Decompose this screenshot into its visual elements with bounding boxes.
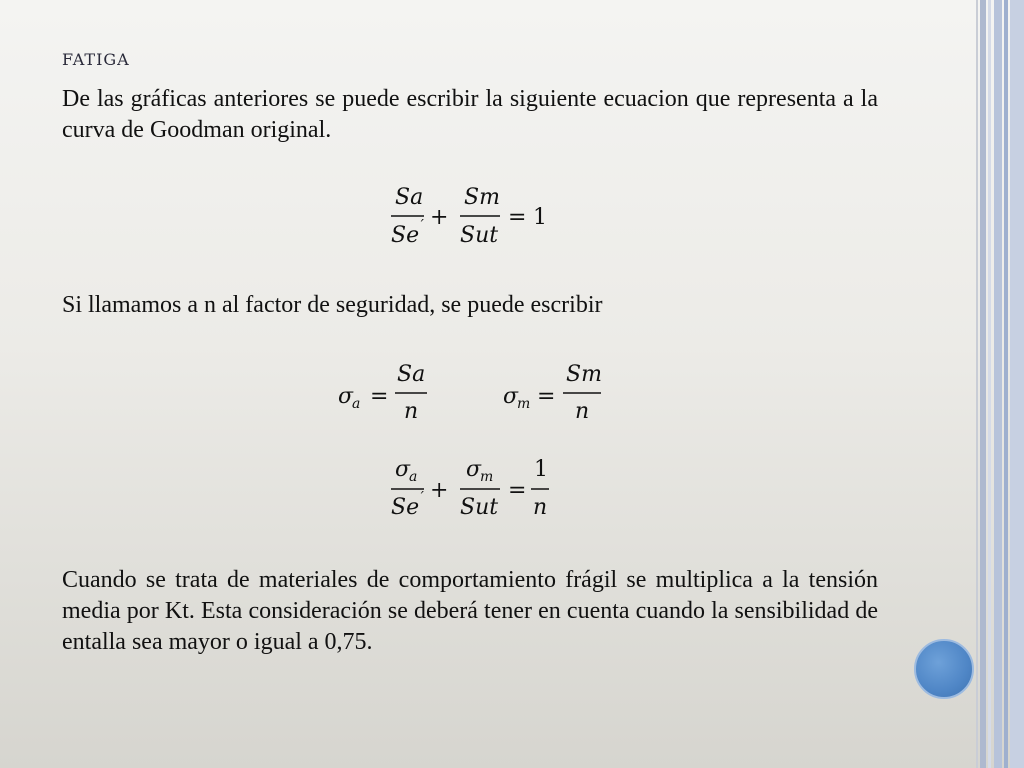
slide-title: FATIGA [62, 50, 130, 69]
fragile-materials-paragraph: Cuando se trata de materiales de comportamiento frágil se multiplica a la tensión media por Kt. Esta consideración se deberá tener en cuenta cuando la sensibilidad de entalla sea mayor o igual a 0,75. [62, 567, 878, 655]
decorative-stripes [976, 0, 1024, 768]
decorative-circle-icon [914, 639, 974, 699]
safety-term1-sigma: σ [395, 457, 411, 482]
stripe [988, 0, 991, 768]
goodman-rhs: 1 [533, 205, 547, 230]
stripe [980, 0, 986, 768]
sigma-a-equals: = [370, 384, 389, 409]
sigma-a-denominator: n [404, 399, 419, 424]
sigma-a-symbol: σ [338, 384, 354, 409]
safety-equals: = [508, 478, 527, 503]
stripe [1004, 0, 1008, 768]
stripe [994, 0, 1002, 768]
goodman-term1-numerator: Sa [395, 185, 424, 210]
goodman-equation [391, 185, 547, 248]
sigma-a-numerator: Sa [397, 362, 426, 387]
safety-prime: ´ [418, 490, 425, 506]
intro-paragraph: De las gráficas anteriores se puede escribir la siguiente ecuacion que representa a la curva de Goodman original. [62, 86, 878, 143]
goodman-plus: + [430, 205, 449, 230]
goodman-term2-denominator: Sut [460, 223, 499, 248]
sigma-m-denominator: n [575, 399, 590, 424]
sigma-a-equation [338, 362, 427, 424]
goodman-term1-denominator: Se [391, 223, 420, 248]
safety-factor-equation [391, 457, 549, 520]
sigma-m-equation [503, 362, 602, 424]
stripe [976, 0, 978, 768]
stripe [1010, 0, 1024, 768]
safety-plus: + [430, 478, 449, 503]
sigma-a-subscript: a [352, 396, 361, 412]
safety-term2-sigma: σ [466, 457, 482, 482]
goodman-term2-numerator: Sm [464, 185, 500, 210]
safety-factor-paragraph: Si llamamos a n al factor de seguridad, se puede escribir [62, 292, 603, 318]
safety-term1-subscript: a [409, 469, 418, 485]
safety-term2-subscript: m [480, 469, 494, 485]
safety-rhs-denominator: n [533, 495, 548, 520]
goodman-prime: ´ [418, 218, 425, 234]
safety-term2-denominator: Sut [460, 495, 499, 520]
goodman-equals: = [508, 205, 527, 230]
sigma-m-symbol: σ [503, 384, 519, 409]
safety-rhs-numerator: 1 [534, 457, 548, 482]
safety-term1-denominator: Se [391, 495, 420, 520]
sigma-m-numerator: Sm [566, 362, 602, 387]
sigma-m-subscript: m [517, 396, 531, 412]
sigma-m-equals: = [537, 384, 556, 409]
